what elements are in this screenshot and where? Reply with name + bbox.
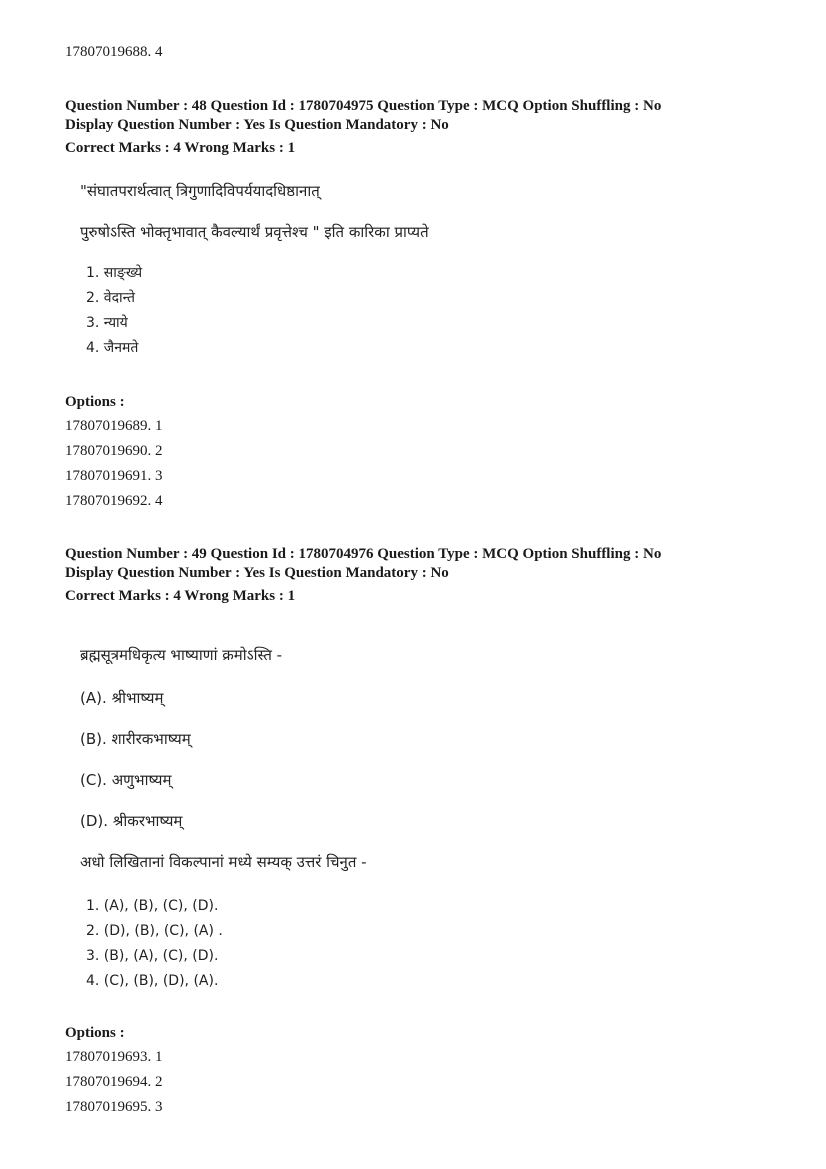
question-49-header: Question Number : 49 Question Id : 1780704976 Question Type : MCQ Option Shuffling : No: [65, 546, 662, 562]
question-49-choice-4: 4. (C), (B), (D), (A).: [86, 973, 219, 989]
question-48-header-line2: Display Question Number : Yes Is Question Mandatory : No: [65, 117, 449, 133]
question-48-option-1: 17807019689. 1: [65, 418, 163, 434]
question-49-option-3: 17807019695. 3: [65, 1099, 163, 1115]
question-49-options-label: Options :: [65, 1025, 125, 1041]
question-49-marks: Correct Marks : 4 Wrong Marks : 1: [65, 588, 296, 604]
question-49-statement-c: (C). अणुभाष्यम्: [80, 771, 172, 789]
question-49-text-line1: ब्रह्मसूत्रमधिकृत्य भाष्याणां क्रमोऽस्ति -: [80, 646, 283, 664]
question-48-options-label: Options :: [65, 394, 125, 410]
question-48-option-2: 17807019690. 2: [65, 443, 163, 459]
question-48-choice-3: 3. न्याये: [86, 315, 128, 331]
question-49-option-2: 17807019694. 2: [65, 1074, 163, 1090]
question-49-statement-b: (B). शारीरकभाष्यम्: [80, 730, 191, 748]
previous-option-line: 17807019688. 4: [65, 44, 163, 60]
question-49-choice-2: 2. (D), (B), (C), (A) .: [86, 923, 223, 939]
question-48-choice-4: 4. जैनमते: [86, 340, 139, 356]
question-49-option-1: 17807019693. 1: [65, 1049, 163, 1065]
question-49-statement-d: (D). श्रीकरभाष्यम्: [80, 812, 183, 830]
question-49-header-line2: Display Question Number : Yes Is Question Mandatory : No: [65, 565, 449, 581]
question-49-choice-1: 1. (A), (B), (C), (D).: [86, 898, 219, 914]
question-48-text-line2: पुरुषोऽस्ति भोक्तृभावात् कैवल्यार्थं प्रवृत्तेश्च " इति कारिका प्राप्यते: [80, 223, 429, 241]
question-48-option-4: 17807019692. 4: [65, 493, 163, 509]
question-49-instruction: अधो लिखितानां विकल्पानां मध्ये सम्यक् उत्तरं चिनुत -: [80, 853, 367, 871]
question-48-text-line1: "संघातपरार्थत्वात् त्रिगुणादिविपर्ययादधिष्ठानात्: [80, 182, 320, 200]
question-48-marks: Correct Marks : 4 Wrong Marks : 1: [65, 140, 296, 156]
question-49-choice-3: 3. (B), (A), (C), (D).: [86, 948, 219, 964]
question-48-header: Question Number : 48 Question Id : 1780704975 Question Type : MCQ Option Shuffling : No: [65, 98, 662, 114]
question-48-choice-2: 2. वेदान्ते: [86, 290, 135, 306]
question-48-option-3: 17807019691. 3: [65, 468, 163, 484]
question-48-choice-1: 1. साङ्ख्ये: [86, 265, 143, 281]
question-49-statement-a: (A). श्रीभाष्यम्: [80, 689, 164, 707]
